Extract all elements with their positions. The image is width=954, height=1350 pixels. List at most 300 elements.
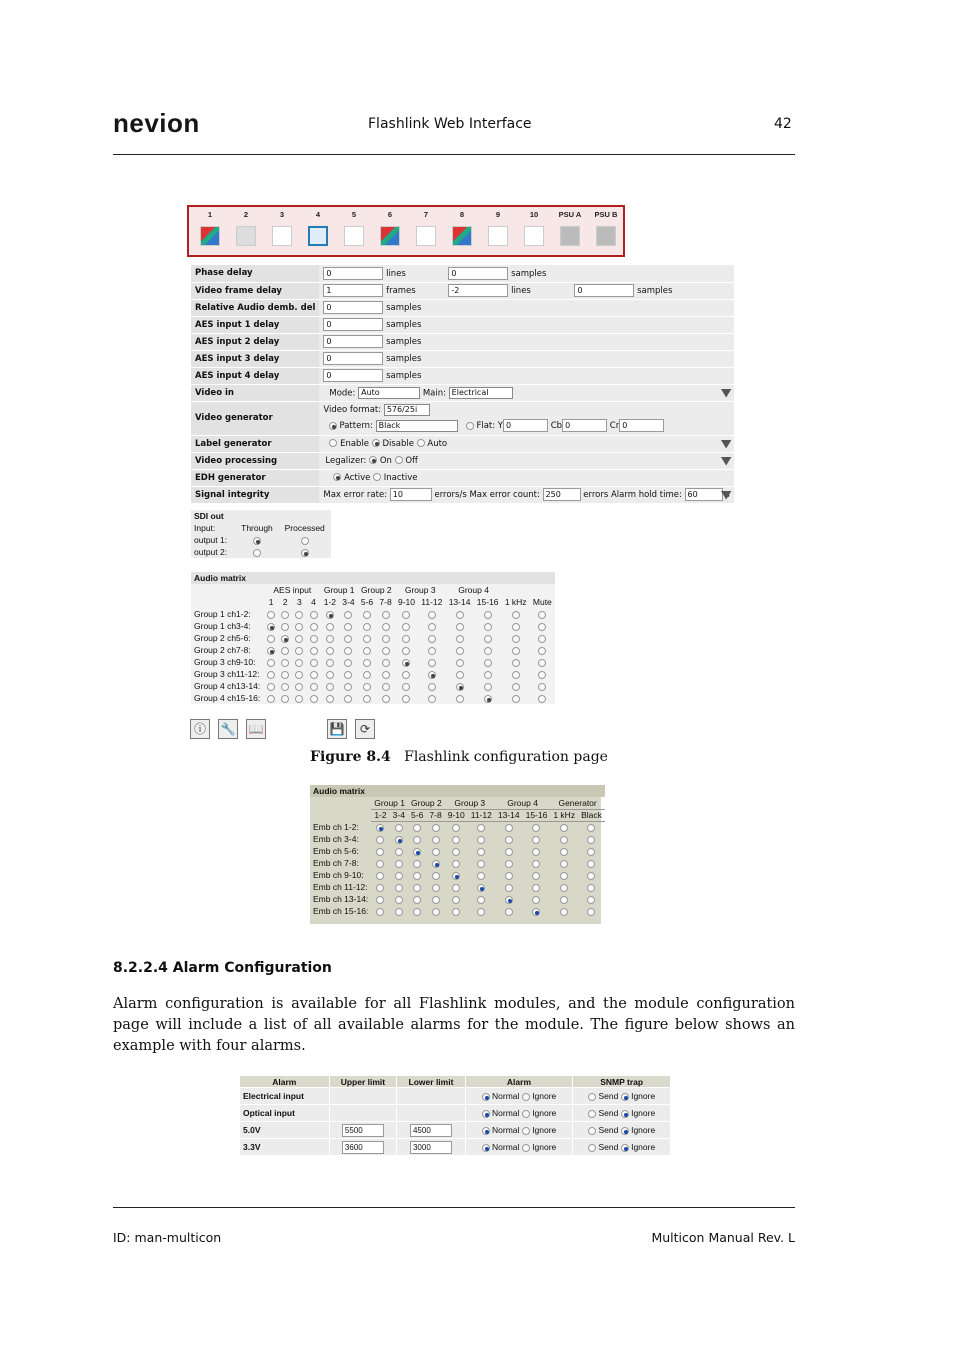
radio[interactable] (253, 537, 261, 545)
sdi-out-title: SDI out (194, 511, 224, 521)
matrix-radio[interactable] (512, 671, 520, 679)
matrix-radio[interactable] (456, 695, 464, 703)
matrix-radio[interactable] (538, 659, 546, 667)
matrix-radio[interactable] (456, 635, 464, 643)
matrix-radio[interactable] (452, 836, 460, 844)
matrix-radio[interactable] (281, 671, 289, 679)
normal-radio[interactable] (482, 1144, 490, 1152)
expand-icon[interactable] (721, 389, 732, 398)
matrix-radio[interactable] (512, 695, 520, 703)
matrix-radio[interactable] (428, 647, 436, 655)
alarm-name: 3.3V (240, 1139, 330, 1156)
ignore-radio[interactable] (621, 1110, 629, 1118)
matrix-radio[interactable] (413, 824, 421, 832)
matrix-radio[interactable] (281, 623, 289, 631)
matrix-radio[interactable] (376, 896, 384, 904)
module-icon[interactable] (488, 226, 508, 246)
matrix-radio[interactable] (428, 611, 436, 619)
frames-input[interactable]: 1 (323, 284, 383, 297)
matrix-radio[interactable] (310, 659, 318, 667)
normal-radio[interactable] (482, 1093, 490, 1101)
matrix-radio[interactable] (281, 683, 289, 691)
matrix-radio[interactable] (484, 659, 492, 667)
upper-limit-input[interactable]: 3600 (342, 1141, 384, 1154)
matrix-radio[interactable] (281, 659, 289, 667)
module-icon[interactable] (596, 226, 616, 246)
rel-audio-input[interactable]: 0 (323, 301, 383, 314)
matrix-radio[interactable] (267, 647, 275, 655)
matrix-radio[interactable] (326, 647, 334, 655)
lower-limit-input[interactable]: 4500 (410, 1124, 452, 1137)
matrix-radio[interactable] (484, 647, 492, 655)
main-select[interactable]: Electrical (449, 387, 513, 399)
row-label: Phase delay (191, 265, 319, 282)
matrix-radio[interactable] (587, 824, 595, 832)
ignore-radio[interactable] (621, 1093, 629, 1101)
samples-input[interactable]: 0 (574, 284, 634, 297)
matrix-radio[interactable] (452, 824, 460, 832)
enable-radio[interactable] (329, 439, 337, 447)
matrix-radio[interactable] (413, 884, 421, 892)
mode-select[interactable]: Auto (358, 387, 420, 399)
matrix-radio[interactable] (452, 860, 460, 868)
aes1-input[interactable]: 0 (323, 318, 383, 331)
col-header: 1-2 (323, 597, 337, 607)
matrix-radio[interactable] (382, 671, 390, 679)
matrix-radio[interactable] (484, 671, 492, 679)
matrix-radio[interactable] (395, 908, 403, 916)
matrix-radio[interactable] (560, 824, 568, 832)
matrix-radio[interactable] (428, 671, 436, 679)
matrix-radio[interactable] (477, 872, 485, 880)
matrix-radio[interactable] (432, 884, 440, 892)
matrix-radio[interactable] (402, 647, 410, 655)
matrix-radio[interactable] (587, 908, 595, 916)
matrix-radio[interactable] (295, 623, 303, 631)
matrix-radio[interactable] (267, 611, 275, 619)
matrix-radio[interactable] (512, 623, 520, 631)
sig-label: errors/s Max error count: (434, 490, 540, 500)
matrix-radio[interactable] (587, 836, 595, 844)
matrix-radio[interactable] (363, 635, 371, 643)
module-icon[interactable] (452, 226, 472, 246)
matrix-radio[interactable] (326, 671, 334, 679)
matrix-radio[interactable] (402, 683, 410, 691)
row-label: Group 4 ch13-14: (194, 681, 261, 691)
matrix-radio[interactable] (382, 683, 390, 691)
matrix-radio[interactable] (432, 896, 440, 904)
matrix-radio[interactable] (267, 659, 275, 667)
ignore-radio[interactable] (522, 1144, 530, 1152)
matrix-radio[interactable] (267, 695, 275, 703)
module-icon[interactable] (272, 226, 292, 246)
matrix-radio[interactable] (402, 671, 410, 679)
module-icon[interactable] (236, 226, 256, 246)
matrix-radio[interactable] (532, 908, 540, 916)
inactive-radio[interactable] (373, 473, 381, 481)
matrix-radio[interactable] (428, 659, 436, 667)
aes4-input[interactable]: 0 (323, 369, 383, 382)
matrix-radio[interactable] (538, 671, 546, 679)
matrix-radio[interactable] (484, 635, 492, 643)
matrix-radio[interactable] (363, 671, 371, 679)
module-icon[interactable] (524, 226, 544, 246)
lower-limit-input[interactable]: 3000 (410, 1141, 452, 1154)
info-icon[interactable]: ⓘ (190, 719, 210, 739)
on-radio[interactable] (369, 456, 377, 464)
matrix-radio[interactable] (295, 671, 303, 679)
matrix-radio[interactable] (477, 884, 485, 892)
matrix-radio[interactable] (532, 836, 540, 844)
radio[interactable] (253, 549, 261, 557)
matrix-radio[interactable] (505, 860, 513, 868)
matrix-radio[interactable] (477, 824, 485, 832)
matrix-radio[interactable] (477, 848, 485, 856)
matrix-radio[interactable] (484, 611, 492, 619)
col-header: 7-8 (379, 597, 392, 607)
matrix-radio[interactable] (344, 695, 352, 703)
matrix-radio[interactable] (484, 623, 492, 631)
matrix-radio[interactable] (295, 647, 303, 655)
matrix-radio[interactable] (281, 695, 289, 703)
cb-input[interactable]: 0 (562, 419, 607, 432)
pattern-radio[interactable] (329, 422, 337, 430)
matrix-radio[interactable] (344, 647, 352, 655)
matrix-radio[interactable] (456, 623, 464, 631)
matrix-radio[interactable] (505, 908, 513, 916)
col-header: 3 (297, 597, 302, 607)
matrix-radio[interactable] (281, 647, 289, 655)
matrix-radio[interactable] (326, 659, 334, 667)
matrix-radio[interactable] (295, 611, 303, 619)
cr-input[interactable]: 0 (619, 419, 664, 432)
matrix-radio[interactable] (344, 635, 352, 643)
lines-input[interactable]: -2 (448, 284, 508, 297)
matrix-radio[interactable] (363, 683, 371, 691)
matrix-radio[interactable] (456, 683, 464, 691)
matrix-radio[interactable] (413, 860, 421, 868)
unit: samples (511, 268, 547, 279)
alarm-col-header: Upper limit (329, 1076, 397, 1088)
matrix-radio[interactable] (538, 611, 546, 619)
matrix-radio[interactable] (432, 848, 440, 856)
module-icon[interactable] (308, 226, 328, 246)
matrix-radio[interactable] (432, 824, 440, 832)
auto-radio[interactable] (417, 439, 425, 447)
matrix-radio[interactable] (376, 824, 384, 832)
matrix-radio[interactable] (310, 647, 318, 655)
module-icon[interactable] (560, 226, 580, 246)
matrix-radio[interactable] (382, 695, 390, 703)
matrix-radio[interactable] (395, 848, 403, 856)
matrix-radio[interactable] (587, 872, 595, 880)
matrix-radio[interactable] (560, 836, 568, 844)
row-label: Emb ch 7-8: (313, 858, 359, 868)
matrix-radio[interactable] (310, 671, 318, 679)
module-slot-number: 7 (423, 210, 429, 219)
matrix-radio[interactable] (532, 884, 540, 892)
matrix-radio[interactable] (538, 683, 546, 691)
matrix-radio[interactable] (587, 884, 595, 892)
matrix-radio[interactable] (512, 635, 520, 643)
matrix-radio[interactable] (505, 872, 513, 880)
matrix-radio[interactable] (477, 836, 485, 844)
matrix-radio[interactable] (452, 908, 460, 916)
matrix-radio[interactable] (587, 848, 595, 856)
matrix-radio[interactable] (295, 683, 303, 691)
format-select[interactable]: 576/25i (384, 404, 430, 416)
matrix-radio[interactable] (326, 683, 334, 691)
matrix-radio[interactable] (402, 623, 410, 631)
matrix-radio[interactable] (452, 872, 460, 880)
err-rate-input[interactable]: 10 (390, 488, 432, 501)
matrix-radio[interactable] (376, 872, 384, 880)
row-label: Group 3 ch11-12: (194, 669, 260, 679)
ignore-radio[interactable] (522, 1127, 530, 1135)
module-slot-number: 4 (315, 210, 321, 219)
matrix-radio[interactable] (432, 860, 440, 868)
matrix-radio[interactable] (512, 659, 520, 667)
matrix-radio[interactable] (560, 872, 568, 880)
matrix-radio[interactable] (295, 635, 303, 643)
opt: Normal (492, 1091, 520, 1101)
matrix-radio[interactable] (505, 896, 513, 904)
matrix-radio[interactable] (382, 623, 390, 631)
alarm-col-header: Alarm (240, 1076, 330, 1088)
module-icon[interactable] (416, 226, 436, 246)
off-radio[interactable] (395, 456, 403, 464)
module-bar (187, 205, 625, 257)
module-icon[interactable] (344, 226, 364, 246)
matrix-radio[interactable] (587, 860, 595, 868)
flat-radio[interactable] (466, 422, 474, 430)
radio[interactable] (301, 549, 309, 557)
matrix-radio[interactable] (326, 623, 334, 631)
matrix-radio[interactable] (538, 695, 546, 703)
matrix-radio[interactable] (538, 647, 546, 655)
matrix-radio[interactable] (512, 611, 520, 619)
matrix-radio[interactable] (363, 623, 371, 631)
matrix-radio[interactable] (477, 860, 485, 868)
matrix-radio[interactable] (376, 884, 384, 892)
refresh-icon[interactable]: ⟳ (355, 719, 375, 739)
matrix-radio[interactable] (428, 683, 436, 691)
section-body: Alarm configuration is available for all Flashlink modules, and the module configuration page will include a list of all available alarms for the module. The figure below shows an example with four alarms. (113, 996, 795, 1054)
matrix-radio[interactable] (413, 848, 421, 856)
expand-icon[interactable] (721, 440, 732, 449)
err-count-input[interactable]: 250 (543, 488, 581, 501)
matrix-radio[interactable] (456, 671, 464, 679)
matrix-radio[interactable] (281, 635, 289, 643)
y-input[interactable]: 0 (503, 419, 548, 432)
ignore-radio[interactable] (522, 1110, 530, 1118)
expand-icon[interactable] (721, 491, 732, 500)
matrix-radio[interactable] (326, 635, 334, 643)
matrix-radio[interactable] (267, 635, 275, 643)
matrix-radio[interactable] (560, 908, 568, 916)
matrix-radio[interactable] (505, 824, 513, 832)
matrix-radio[interactable] (532, 896, 540, 904)
matrix-radio[interactable] (456, 647, 464, 655)
matrix-radio[interactable] (560, 848, 568, 856)
phase-lines-input[interactable]: 0 (323, 267, 383, 280)
matrix-radio[interactable] (477, 908, 485, 916)
normal-radio[interactable] (482, 1110, 490, 1118)
matrix-radio[interactable] (395, 824, 403, 832)
matrix-radio[interactable] (402, 611, 410, 619)
matrix-radio[interactable] (587, 896, 595, 904)
matrix-radio[interactable] (310, 611, 318, 619)
wrench-icon[interactable]: 🔧 (218, 719, 238, 739)
matrix-radio[interactable] (310, 695, 318, 703)
upper-limit-input[interactable]: 5500 (342, 1124, 384, 1137)
matrix-radio[interactable] (395, 896, 403, 904)
matrix-radio[interactable] (376, 836, 384, 844)
matrix-radio[interactable] (376, 848, 384, 856)
normal-radio[interactable] (482, 1127, 490, 1135)
send-radio[interactable] (588, 1144, 596, 1152)
matrix-radio[interactable] (382, 635, 390, 643)
send-radio[interactable] (588, 1110, 596, 1118)
matrix-radio[interactable] (452, 896, 460, 904)
matrix-radio[interactable] (413, 836, 421, 844)
matrix-radio[interactable] (560, 884, 568, 892)
matrix-radio[interactable] (363, 611, 371, 619)
group-header: Group 3 (404, 585, 436, 595)
matrix-radio[interactable] (532, 848, 540, 856)
row-label: Signal integrity (191, 486, 319, 503)
module-slot-number: 8 (459, 210, 465, 219)
matrix-radio[interactable] (402, 695, 410, 703)
matrix-radio[interactable] (532, 872, 540, 880)
matrix-radio[interactable] (428, 623, 436, 631)
group-header: AES input (273, 585, 312, 595)
matrix-radio[interactable] (344, 683, 352, 691)
ignore-radio[interactable] (522, 1093, 530, 1101)
matrix-radio[interactable] (538, 623, 546, 631)
matrix-radio[interactable] (432, 872, 440, 880)
matrix-radio[interactable] (344, 671, 352, 679)
matrix-radio[interactable] (363, 659, 371, 667)
matrix-radio[interactable] (560, 896, 568, 904)
matrix-radio[interactable] (505, 884, 513, 892)
matrix-radio[interactable] (281, 611, 289, 619)
disable-radio[interactable] (372, 439, 380, 447)
matrix-radio[interactable] (532, 824, 540, 832)
matrix-radio[interactable] (395, 884, 403, 892)
matrix-radio[interactable] (376, 860, 384, 868)
matrix-radio[interactable] (363, 647, 371, 655)
send-radio[interactable] (588, 1127, 596, 1135)
send-radio[interactable] (588, 1093, 596, 1101)
aes2-input[interactable]: 0 (323, 335, 383, 348)
module-icon[interactable] (380, 226, 400, 246)
pattern-select[interactable]: Black (376, 420, 458, 432)
mode-label: Mode: (329, 388, 356, 398)
matrix-radio[interactable] (267, 683, 275, 691)
matrix-radio[interactable] (477, 896, 485, 904)
matrix-radio[interactable] (310, 635, 318, 643)
row-label: output 2: (194, 547, 228, 557)
matrix-radio[interactable] (402, 659, 410, 667)
phase-samples-input[interactable]: 0 (448, 267, 508, 280)
matrix-radio[interactable] (395, 860, 403, 868)
col-header: 5-6 (408, 809, 426, 821)
matrix-radio[interactable] (310, 683, 318, 691)
matrix-radio[interactable] (432, 908, 440, 916)
matrix-radio[interactable] (512, 647, 520, 655)
matrix-radio[interactable] (326, 695, 334, 703)
matrix-radio[interactable] (395, 872, 403, 880)
matrix-radio[interactable] (413, 896, 421, 904)
matrix-radio[interactable] (505, 836, 513, 844)
col-header: Black (578, 809, 605, 821)
matrix-radio[interactable] (432, 836, 440, 844)
matrix-radio[interactable] (452, 884, 460, 892)
book-icon[interactable]: 📖 (246, 719, 266, 739)
matrix-radio[interactable] (484, 695, 492, 703)
matrix-radio[interactable] (326, 611, 334, 619)
matrix-radio[interactable] (413, 908, 421, 916)
ignore-radio[interactable] (621, 1127, 629, 1135)
expand-icon[interactable] (721, 457, 732, 466)
matrix-radio[interactable] (532, 860, 540, 868)
matrix-radio[interactable] (560, 860, 568, 868)
matrix-radio[interactable] (402, 635, 410, 643)
matrix-radio[interactable] (428, 635, 436, 643)
group-header: Generator (550, 797, 605, 809)
alarm-col-header: SNMP trap (573, 1076, 671, 1088)
matrix-radio[interactable] (382, 647, 390, 655)
matrix-radio[interactable] (382, 611, 390, 619)
matrix-radio[interactable] (456, 659, 464, 667)
matrix-radio[interactable] (505, 848, 513, 856)
matrix-radio[interactable] (344, 659, 352, 667)
matrix-radio[interactable] (344, 623, 352, 631)
matrix-radio[interactable] (295, 659, 303, 667)
aes3-input[interactable]: 0 (323, 352, 383, 365)
alarm-col-header: Alarm (465, 1076, 573, 1088)
row-label: Emb ch 1-2: (313, 822, 359, 832)
matrix-radio[interactable] (267, 671, 275, 679)
matrix-radio[interactable] (363, 695, 371, 703)
am2-title: Audio matrix (310, 785, 605, 797)
opt: Send (598, 1142, 619, 1152)
opt: Send (598, 1108, 619, 1118)
matrix-radio[interactable] (395, 836, 403, 844)
matrix-radio[interactable] (413, 872, 421, 880)
matrix-radio[interactable] (538, 635, 546, 643)
radio[interactable] (301, 537, 309, 545)
matrix-radio[interactable] (484, 683, 492, 691)
module-icon[interactable] (200, 226, 220, 246)
matrix-radio[interactable] (310, 623, 318, 631)
hold-time-input[interactable]: 60 (685, 488, 723, 501)
matrix-radio[interactable] (376, 908, 384, 916)
matrix-radio[interactable] (344, 611, 352, 619)
ignore-radio[interactable] (621, 1144, 629, 1152)
save-icon[interactable]: 💾 (327, 719, 347, 739)
matrix-radio[interactable] (456, 611, 464, 619)
matrix-radio[interactable] (512, 683, 520, 691)
matrix-radio[interactable] (382, 659, 390, 667)
matrix-radio[interactable] (452, 848, 460, 856)
matrix-radio[interactable] (267, 623, 275, 631)
active-radio[interactable] (333, 473, 341, 481)
matrix-radio[interactable] (295, 695, 303, 703)
unit: samples (386, 337, 422, 347)
matrix-radio[interactable] (428, 695, 436, 703)
